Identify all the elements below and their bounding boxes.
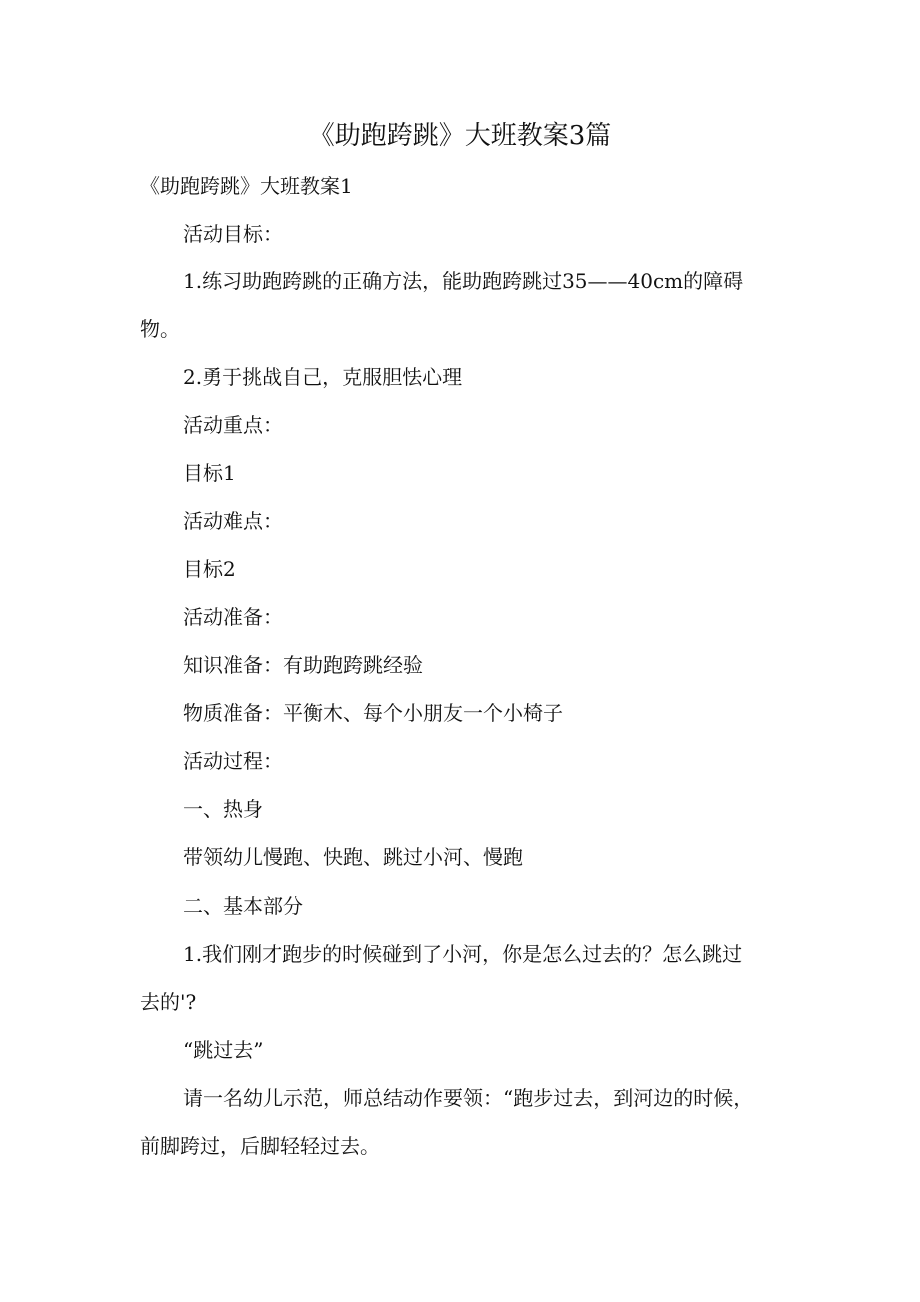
paragraph-line: 活动目标： <box>183 222 283 246</box>
paragraph-line: 活动重点： <box>183 413 283 437</box>
paragraph-line: 请一名幼儿示范，师总结动作要领：“跑步过去，到河边的时候， <box>183 1086 754 1110</box>
paragraph-line: 1.练习助跑跨跳的正确方法，能助跑跨跳过35——40cm的障碍 <box>183 269 744 293</box>
paragraph-line: 一、热身 <box>183 797 263 821</box>
paragraph-line: 物质准备：平衡木、每个小朋友一个小椅子 <box>183 701 563 725</box>
paragraph-line: 活动准备： <box>183 605 283 629</box>
paragraph-line: 目标2 <box>183 557 236 581</box>
document-title: 《助跑跨跳》大班教案3篇 <box>308 121 612 151</box>
section-heading: 《助跑跨跳》大班教案1 <box>140 174 353 198</box>
paragraph-line: 活动难点： <box>183 509 283 533</box>
paragraph-line: 目标1 <box>183 461 236 485</box>
paragraph-line: 前脚跨过，后脚轻轻过去。 <box>140 1134 380 1158</box>
paragraph-line: 带领幼儿慢跑、快跑、跳过小河、慢跑 <box>183 845 523 869</box>
paragraph-line: 活动过程： <box>183 749 283 773</box>
paragraph-line: 1.我们刚才跑步的时候碰到了小河，你是怎么过去的？怎么跳过 <box>183 942 743 966</box>
paragraph-line: 二、基本部分 <box>183 894 303 918</box>
paragraph-line: 物。 <box>140 317 180 341</box>
paragraph-line: 去的'? <box>140 990 197 1014</box>
paragraph-line: 2.勇于挑战自己，克服胆怯心理 <box>183 365 463 389</box>
paragraph-line: “跳过去” <box>183 1038 264 1062</box>
paragraph-line: 知识准备：有助跑跨跳经验 <box>183 653 423 677</box>
